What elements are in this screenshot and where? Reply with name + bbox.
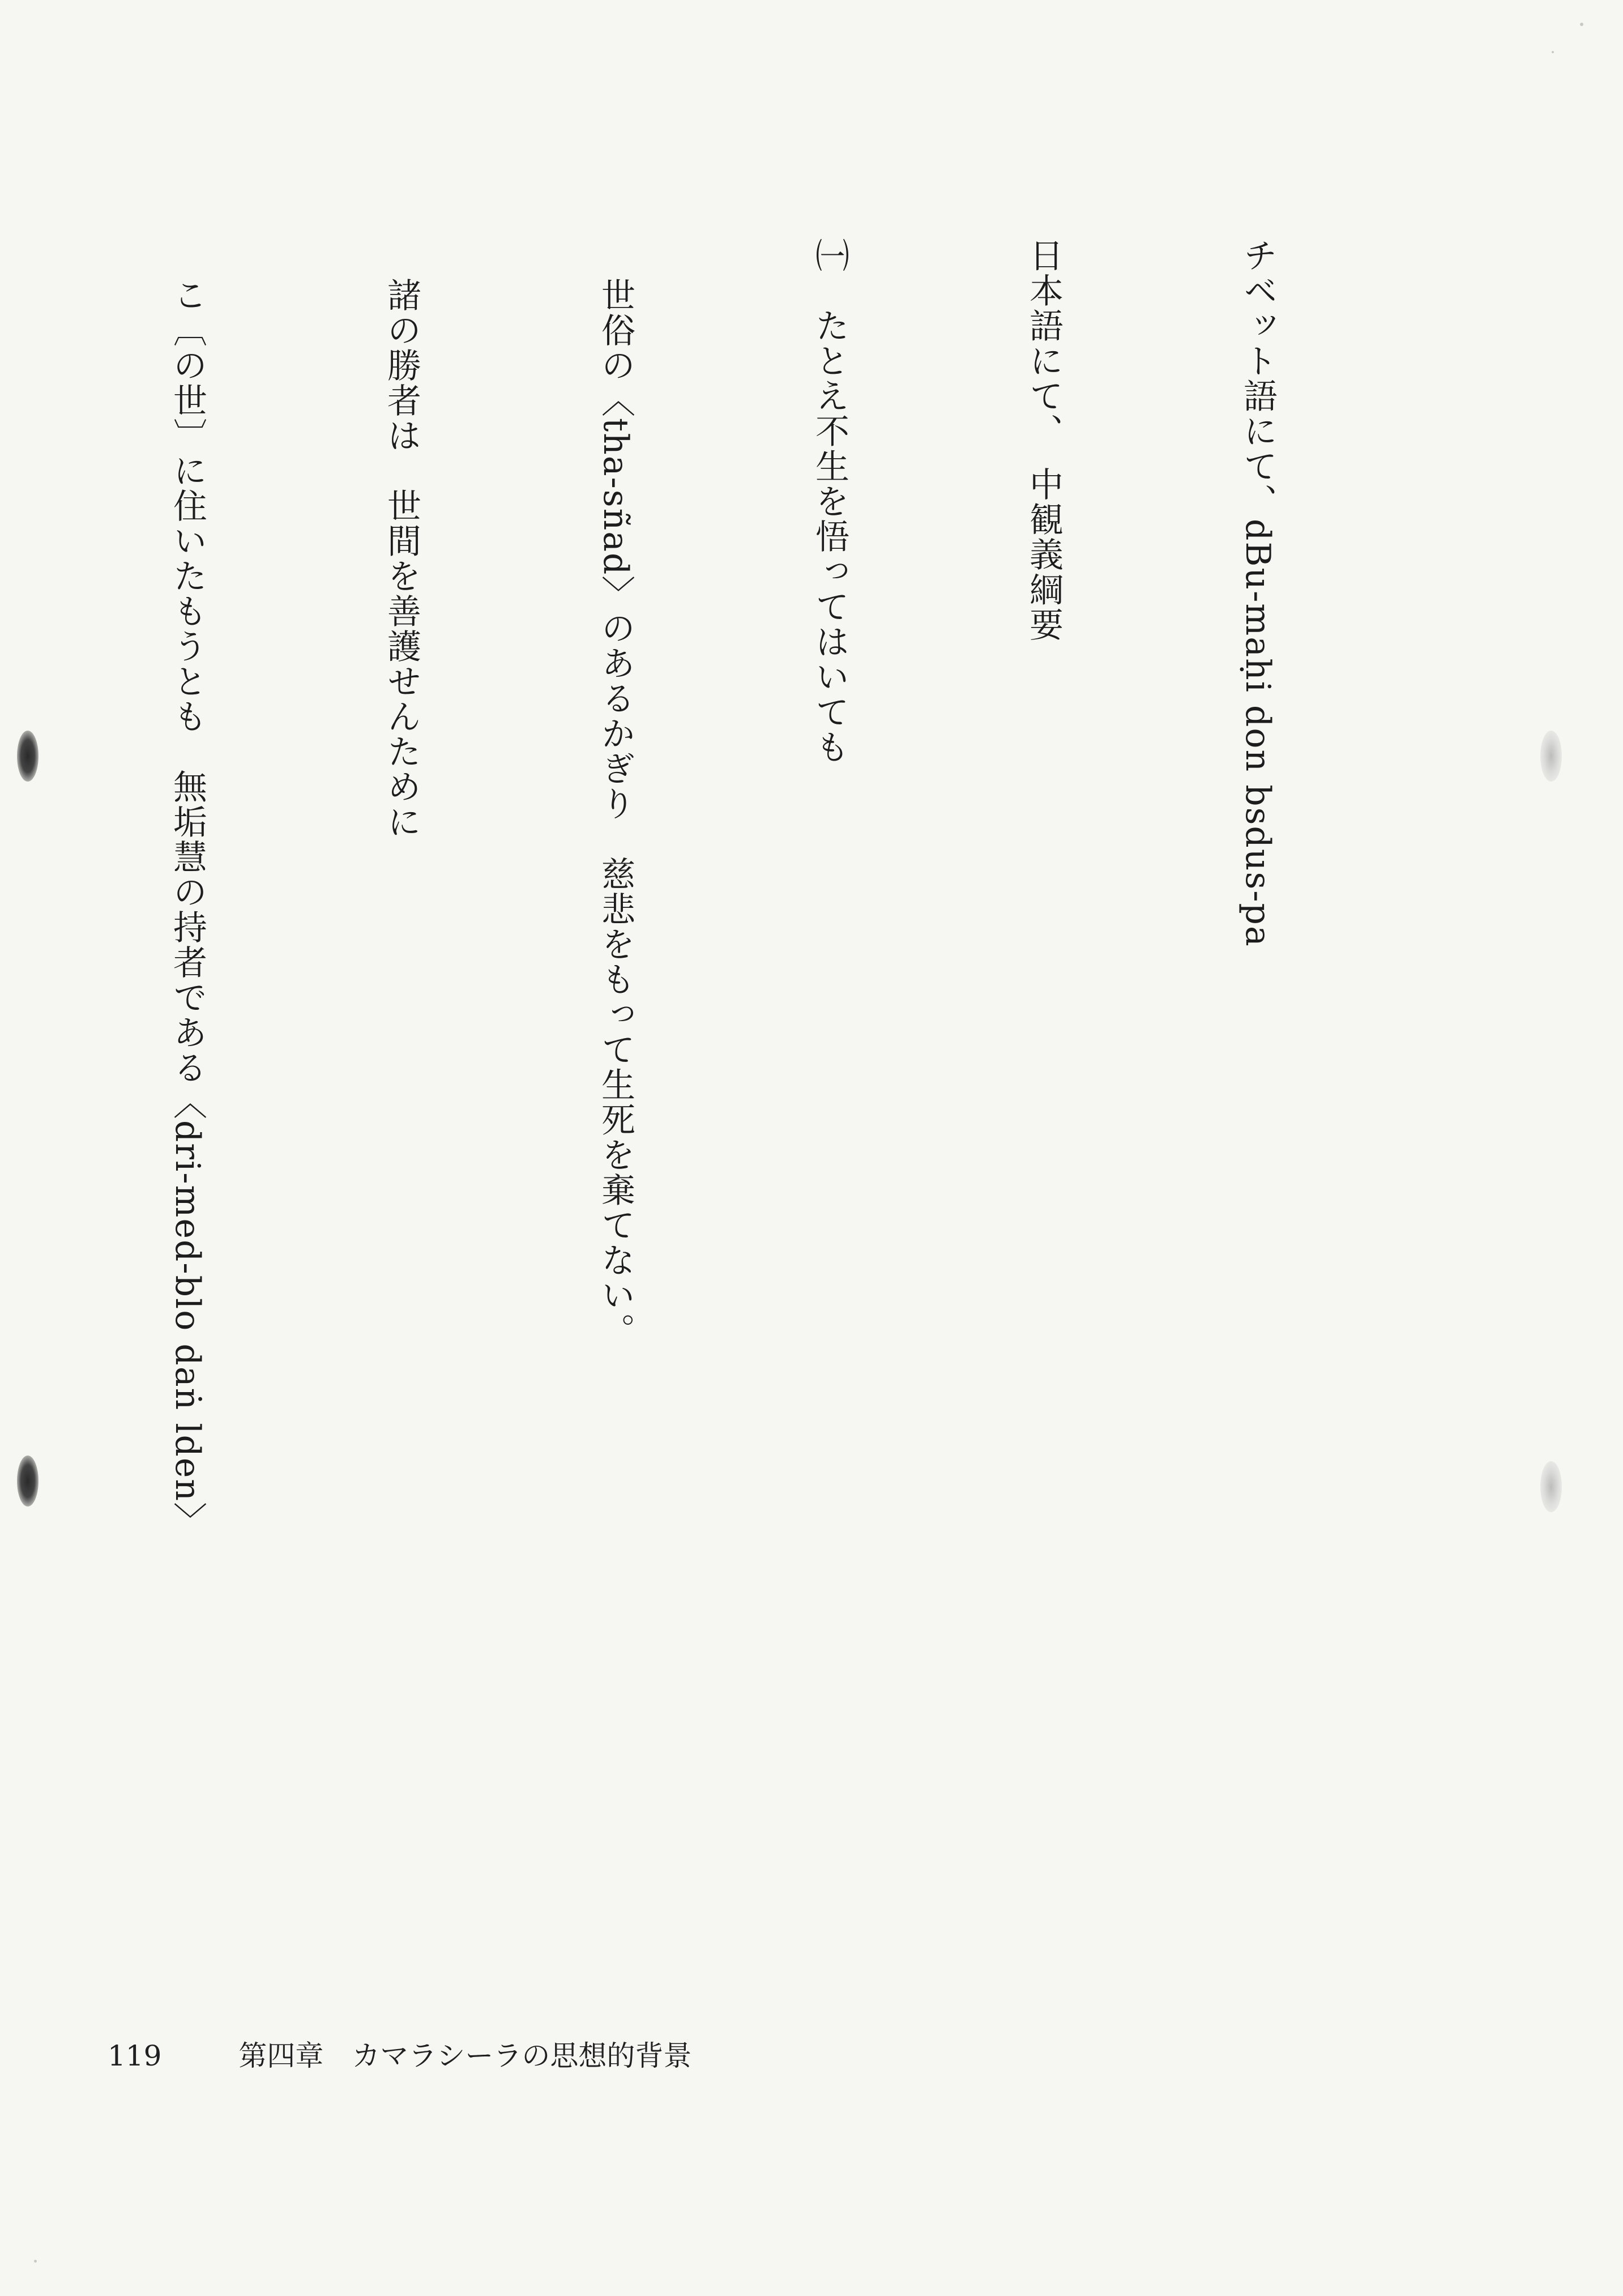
binding-hole-mark [1540,1461,1562,1512]
text-line: チベット語にて、dBu-maḥi don bsdus-pa [1238,238,1278,948]
vertical-body-text [0,170,1436,2039]
text-line: 日本語にて、 中観義綱要 [1024,238,1064,642]
page-footer [108,2033,691,2074]
text-line [0,170,9,2039]
page-number: 119 [108,2039,162,2072]
text-line: こ〔の世〕に住いたもうとも 無垢慧の持者である〈dri-med-blo daṅ lden〉 [168,278,207,1538]
text-line: 世俗の〈tha-sñad〉のあるかぎり 慈悲をもって生死を棄てない。 [596,278,635,1348]
scan-speck [34,2260,37,2263]
scan-speck [1552,51,1554,53]
text-line: ㈠ たとえ不生を悟ってはいても [810,238,849,765]
scan-speck [1580,23,1583,26]
binding-hole-mark [1540,731,1562,782]
text-line: 諸の勝者は 世間を善護せんために [382,278,421,839]
binding-hole-mark [17,1456,39,1507]
binding-hole-mark [17,731,39,782]
running-header-chapter: 第四章 カマラシーラの思想的背景 [238,2039,692,2072]
